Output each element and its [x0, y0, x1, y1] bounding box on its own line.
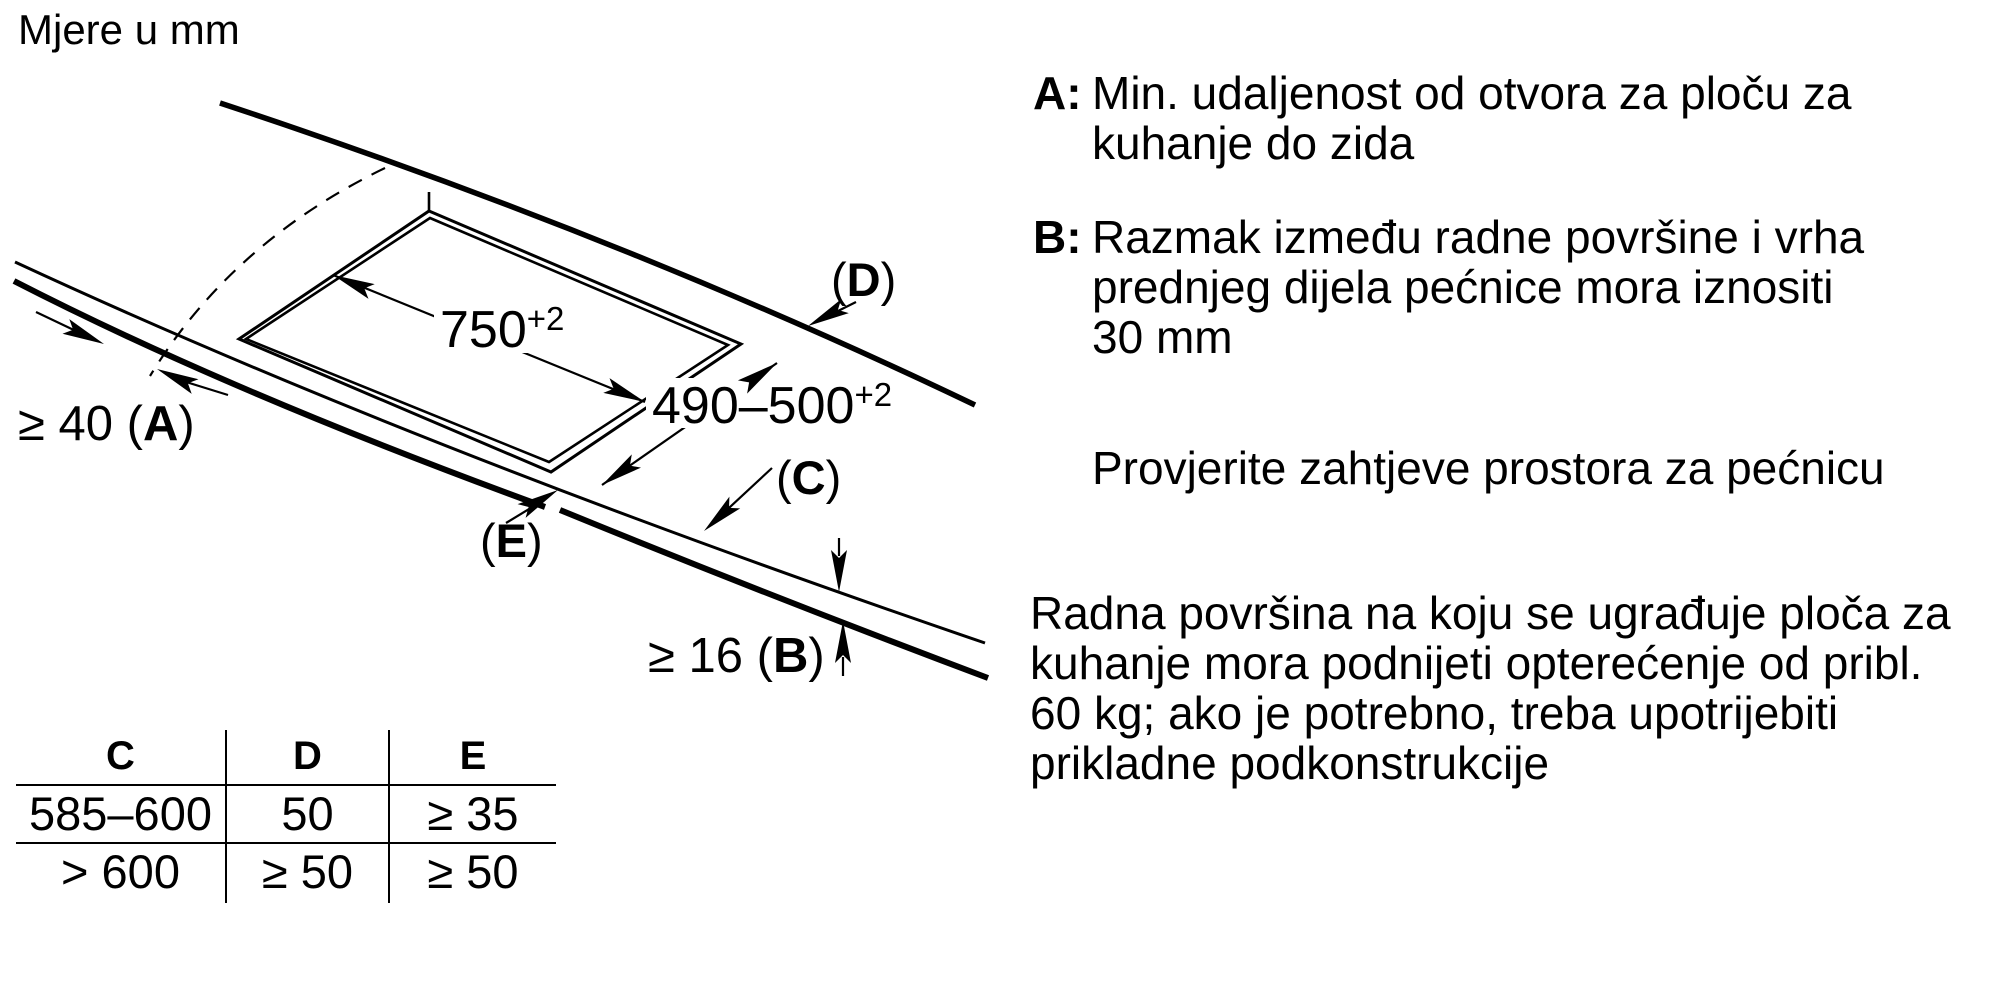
note-load-line: kuhanje mora podnijeti opterećenje od pribl. [1030, 637, 1923, 689]
note-load-line: 60 kg; ako je potrebno, treba upotrijebiti [1030, 687, 1839, 739]
label-d: (D) [831, 253, 897, 306]
table-header-e: E [390, 730, 556, 786]
note-check-oven-space: Provjerite zahtjeve prostora za pećnicu [1092, 442, 1885, 494]
label-e: (E) [480, 514, 543, 567]
arrowhead-b-down [831, 550, 847, 592]
arrowhead-width-nw [333, 275, 375, 299]
arrowhead-a-right [157, 369, 199, 394]
note-a-text [1092, 68, 1851, 168]
note-load-line: prikladne podkonstrukcije [1030, 737, 1550, 789]
table-cell-e2: ≥ 50 [427, 845, 519, 898]
leader-a-right [186, 382, 228, 395]
note-a-line: kuhanje do zida [1092, 117, 1415, 169]
table-cell-c2: > 600 [16, 844, 227, 903]
note-a-line: Min. udaljenost od otvora za ploču za [1092, 67, 1852, 119]
label-c: (C) [776, 451, 842, 504]
table-cell-d2: ≥ 50 [227, 844, 390, 903]
note-a [1033, 68, 1851, 168]
note-load-text [1030, 588, 1951, 788]
table-cell-d1: 50 [227, 786, 390, 844]
note-b-line: Razmak između radne površine i vrha [1092, 211, 1865, 263]
table-cell-e1: ≥ 35 [390, 786, 556, 844]
arrowhead-depth-sw [602, 454, 641, 485]
note-a-label: A: [1033, 67, 1082, 119]
note-load-capacity [1030, 588, 1951, 788]
arrowhead-width-se [603, 378, 645, 402]
table-header-d: D [227, 730, 390, 786]
dim-depth-label: $490-500^{+2}$ [652, 376, 893, 435]
note-b-line: 30 mm [1092, 311, 1233, 363]
note-load-line: Radna površina na koju se ugrađuje ploča za [1030, 587, 1951, 639]
installation-diagram [0, 0, 1010, 720]
note-b-label: B: [1033, 211, 1082, 263]
page-title: Mjere u mm [18, 6, 240, 53]
note-b [1033, 212, 1864, 362]
note-b-line: prednjeg dijela pećnice mora iznositi [1092, 261, 1834, 313]
table-cell-c1: 585–600 [16, 786, 227, 844]
table-header-c: C [16, 730, 227, 786]
dim-thickness-label: ≥ 16 (B) [648, 629, 825, 683]
note-b-text [1092, 212, 1864, 362]
dimension-table [16, 730, 556, 903]
dim-width-label: $750^{+2}$ [440, 300, 565, 359]
dim-wall-clearance-label: ≥ 40 (A) [18, 397, 195, 451]
